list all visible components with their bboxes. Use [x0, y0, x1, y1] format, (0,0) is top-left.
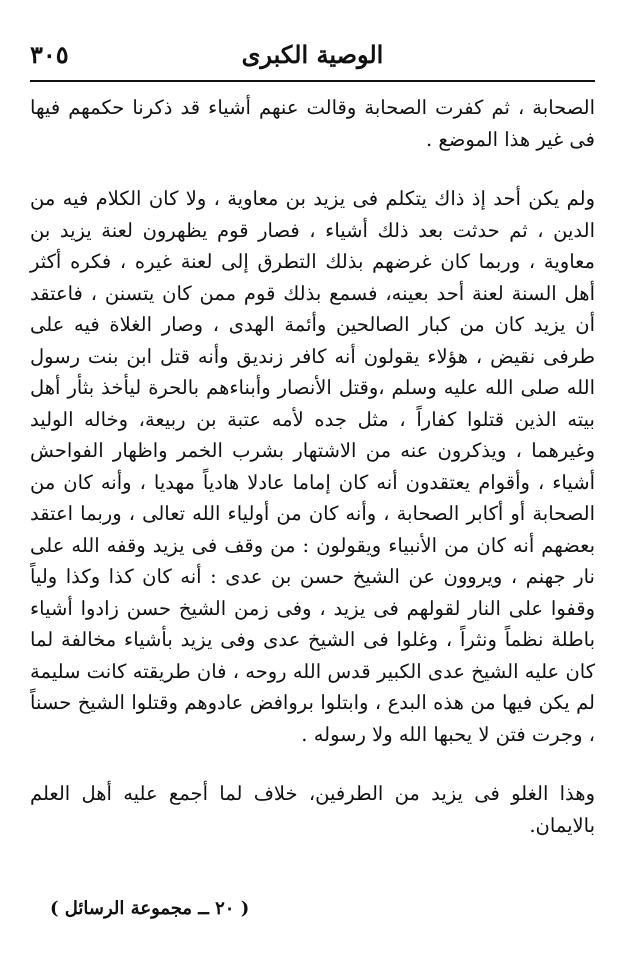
- running-header: [30, 34, 595, 78]
- body-text: [30, 92, 595, 841]
- page-number: ٣٠٥: [30, 40, 69, 69]
- running-title: الوصية الكبرى: [241, 40, 384, 69]
- paragraph-spacer: [30, 155, 595, 183]
- paragraph-3: وهذا الغلو فى يزيد من الطرفين، خلاف لما أجمع عليه أهل العلم بالايمان.: [30, 782, 595, 837]
- header-rule: [30, 80, 595, 82]
- paragraph-spacer: [30, 750, 595, 778]
- paragraph-2: ولم يكن أحد إذ ذاك يتكلم فى يزيد بن معاوية ، ولا كان الكلام فيه من الدين ، ثم حدثت بعد ذلك أشياء ، فصار قوم يظهرون لعنة يزيد بن معاوية ، وربما كان غرضهم بذلك التطرق إلى لعنة غيره ، فكره أكثر أهل السنة لعنة أحد بعينه، فسمع بذلك قوم ممن كان يتسنن ، فاعتقد أن يزيد كان من كبار الصالحين وأئمة الهدى ، وصار الغلاة فيه على طرفى نقيض ، هؤلاء يقولون أنه كافر زنديق وأنه قتل ابن بنت رسول الله صلى الله عليه وسلم ،وقتل الأنصار وأبناءهم بالحرة ليأخذ بثأر أهل بيته الذين قتلوا كفاراً ، مثل جده لأمه عتبة بن ربيعة، وخاله الوليد وغيرهما ، ويذكرون عنه من الاشتهار بشرب الخمر واظهار الفواحش أشياء ، وأقوام يعتقدون أنه كان إماما عادلا هادياً مهديا ، وأنه كان من الصحابة أو أكابر الصحابة ، وأنه كان من أولياء الله تعالى ، وربما اعتقد بعضهم أنه كان من الأنبياء ويقولون : من وقف فى يزيد وقفه الله على نار جهنم ، ويروون عن الشيخ حسن بن عدى : أنه كان كذا وكذا ولياً وقفوا على النار لقولهم فى يزيد ، وفى زمن الشيخ حسن زادوا أشياء باطلة نظماً ونثراً ، وغلوا فى الشيخ عدى وفى يزيد بأشياء مخالفة لما كان عليه الشيخ عدى الكبير قدس الله روحه ، فان طريقته كانت سليمة لم يكن فيها من هذه البدع ، وابتلوا بروافض عادوهم وقتلوا الشيخ حسناً ، وجرت فتن لا يحبها الله ولا رسوله .: [30, 187, 595, 746]
- footer-signature: ( ٢٠ ــ مجموعة الرسائل ): [50, 898, 250, 919]
- paragraph-1: الصحابة ، ثم كفرت الصحابة وقالت عنهم أشياء قد ذكرنا حكمهم فيها فى غير هذا الموضع .: [30, 96, 595, 151]
